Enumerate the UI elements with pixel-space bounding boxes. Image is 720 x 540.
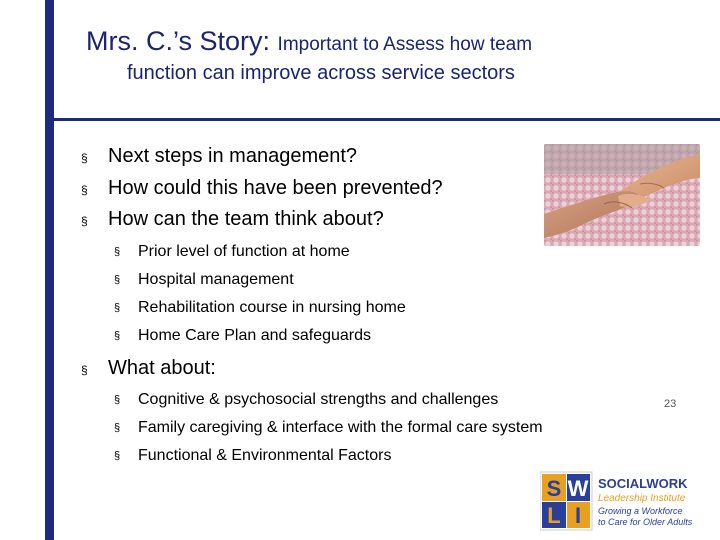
logo-letter-w: W	[567, 476, 589, 501]
slide-title	[86, 26, 532, 57]
bullet-glyph: §	[114, 274, 121, 286]
logo-line-1: SOCIALWORK	[598, 476, 688, 491]
bullet-text: How could this have been prevented?	[108, 177, 443, 199]
sub-bullet-text: Home Care Plan and safeguards	[138, 327, 372, 344]
bullet-text: How can the team think about?	[108, 208, 384, 230]
sub-bullet-text: Cognitive & psychosocial strengths and challenges	[138, 391, 499, 408]
sub-bullet-text: Rehabilitation course in nursing home	[138, 299, 406, 316]
bullet-glyph: §	[114, 246, 121, 258]
sub-bullet-text: Prior level of function at home	[138, 243, 350, 260]
social-work-logo	[540, 470, 720, 532]
bullet-glyph: §	[114, 302, 121, 314]
title-large: Mrs. C.’s Story:	[86, 26, 271, 56]
bullet-glyph: §	[81, 214, 88, 228]
bullet-text: Next steps in management?	[108, 145, 358, 167]
left-accent-bar	[45, 0, 54, 540]
title-divider	[54, 118, 720, 121]
bullet-glyph: §	[114, 394, 121, 406]
bullet-glyph: §	[81, 363, 88, 377]
logo-line-3: Growing a Workforce	[598, 506, 683, 516]
logo-letter-i: I	[574, 503, 582, 528]
sub-bullet-text: Functional & Environmental Factors	[138, 447, 392, 464]
title-line-2: function can improve across service sectors	[127, 62, 515, 84]
logo-letter-s: S	[546, 476, 562, 501]
logo-letter-l: L	[547, 503, 561, 528]
bullet-glyph: §	[81, 183, 88, 197]
page-number: 23	[664, 398, 677, 410]
bullet-glyph: §	[114, 330, 121, 342]
bullet-glyph: §	[114, 422, 121, 434]
logo-line-2: Leadership Institute	[598, 493, 686, 504]
bullet-glyph: §	[114, 450, 121, 462]
title-small: Important to Assess how team	[277, 34, 533, 55]
swli-logo-mark	[540, 470, 720, 532]
hands-illustration	[544, 144, 700, 246]
bullet-glyph: §	[81, 151, 88, 165]
bullet-text: What about:	[108, 357, 216, 379]
hands-photo	[544, 144, 700, 246]
sub-bullet-text: Family caregiving & interface with the formal care system	[138, 419, 543, 436]
sub-bullet-text: Hospital management	[138, 271, 294, 288]
logo-line-4: to Care for Older Adults	[598, 517, 693, 527]
